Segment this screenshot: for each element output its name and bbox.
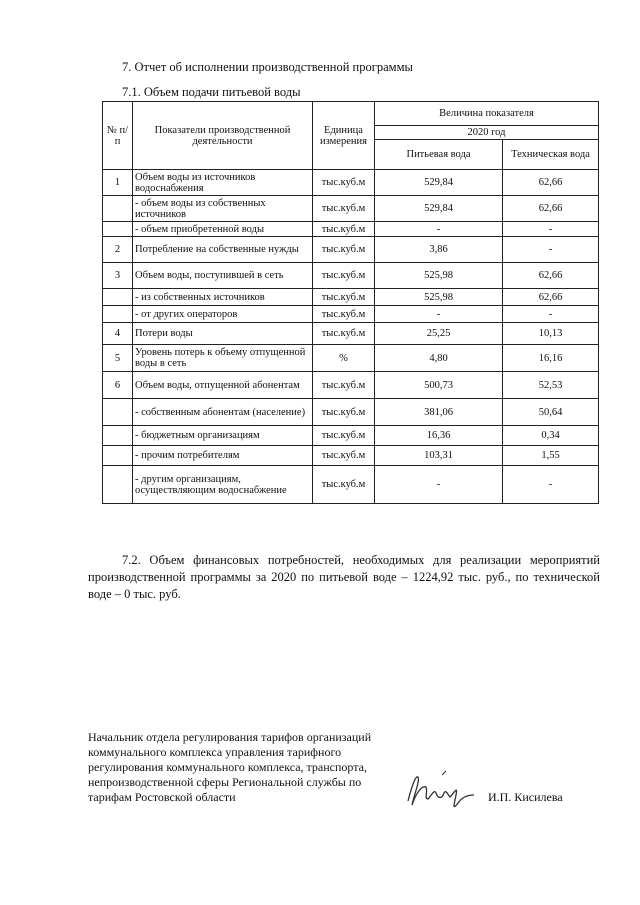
table-row bbox=[103, 289, 599, 306]
table-row bbox=[103, 345, 599, 372]
row-unit: тыс.куб.м bbox=[313, 196, 375, 222]
table-row bbox=[103, 399, 599, 426]
header-unit: Единица измерения bbox=[313, 102, 375, 170]
table-row bbox=[103, 446, 599, 466]
table-row bbox=[103, 170, 599, 196]
row-num: 6 bbox=[103, 372, 133, 399]
row-unit: % bbox=[313, 345, 375, 372]
row-tech: 16,16 bbox=[503, 345, 599, 372]
row-tech: - bbox=[503, 237, 599, 263]
header-num: № п/п bbox=[103, 102, 133, 170]
table-row bbox=[103, 222, 599, 237]
row-drink: 529,84 bbox=[375, 196, 503, 222]
signatory-position: Начальник отдела регулирования тарифов организаций коммунального комплекса управления тарифного регулирования коммунального комплекса, транспорта, непроизводственной сферы Региональной службы по тарифам Ростовской области bbox=[88, 730, 372, 804]
row-num bbox=[103, 446, 133, 466]
row-tech: 62,66 bbox=[503, 289, 599, 306]
table-row bbox=[103, 426, 599, 446]
table-row bbox=[103, 306, 599, 323]
row-num: 1 bbox=[103, 170, 133, 196]
row-drink: 103,31 bbox=[375, 446, 503, 466]
row-name: - бюджетным организациям bbox=[133, 426, 313, 446]
financial-needs-paragraph: 7.2. Объем финансовых потребностей, необходимых для реализации мероприятий производственной программы за 2020 по питьевой воде – 1224,92 тыс. руб., по технической воде – 0 тыс. руб. bbox=[88, 553, 600, 601]
row-name: - другим организациям, осуществляющим водоснабжение bbox=[133, 466, 313, 504]
header-drinking-water: Питьевая вода bbox=[375, 140, 503, 170]
header-indicator: Показатели производственной деятельности bbox=[133, 102, 313, 170]
row-drink: - bbox=[375, 222, 503, 237]
row-num: 3 bbox=[103, 263, 133, 289]
row-unit: тыс.куб.м bbox=[313, 222, 375, 237]
row-drink: 525,98 bbox=[375, 263, 503, 289]
signatory-name: И.П. Кисилева bbox=[488, 790, 563, 804]
section-heading: 7. Отчет об исполнении производственной программы bbox=[122, 60, 413, 74]
row-tech: - bbox=[503, 306, 599, 323]
row-tech: 50,64 bbox=[503, 399, 599, 426]
table-row bbox=[103, 196, 599, 222]
row-tech: - bbox=[503, 222, 599, 237]
table-row bbox=[103, 323, 599, 345]
row-drink: - bbox=[375, 466, 503, 504]
row-name: - объем приобретенной воды bbox=[133, 222, 313, 237]
row-drink: 3,86 bbox=[375, 237, 503, 263]
row-unit: тыс.куб.м bbox=[313, 237, 375, 263]
row-unit: тыс.куб.м bbox=[313, 446, 375, 466]
row-name: - от других операторов bbox=[133, 306, 313, 323]
row-name: Объем воды, отпущенной абонентам bbox=[133, 372, 313, 399]
subsection-heading: 7.1. Объем подачи питьевой воды bbox=[122, 85, 301, 99]
row-unit: тыс.куб.м bbox=[313, 306, 375, 323]
row-name: - из собственных источников bbox=[133, 289, 313, 306]
row-drink: 16,36 bbox=[375, 426, 503, 446]
header-year: 2020 год bbox=[375, 126, 599, 140]
row-tech: 62,66 bbox=[503, 170, 599, 196]
row-tech: 62,66 bbox=[503, 196, 599, 222]
row-drink: 500,73 bbox=[375, 372, 503, 399]
row-drink: 525,98 bbox=[375, 289, 503, 306]
row-unit: тыс.куб.м bbox=[313, 323, 375, 345]
row-drink: 25,25 bbox=[375, 323, 503, 345]
row-drink: - bbox=[375, 306, 503, 323]
row-num bbox=[103, 426, 133, 446]
row-tech: 0,34 bbox=[503, 426, 599, 446]
row-num: 4 bbox=[103, 323, 133, 345]
table-row bbox=[103, 263, 599, 289]
water-supply-table bbox=[102, 101, 599, 504]
table-row bbox=[103, 372, 599, 399]
row-name: Потребление на собственные нужды bbox=[133, 237, 313, 263]
row-unit: тыс.куб.м bbox=[313, 399, 375, 426]
row-name: Уровень потерь к объему отпущенной воды в сеть bbox=[133, 345, 313, 372]
row-num: 5 bbox=[103, 345, 133, 372]
header-value: Величина показателя bbox=[375, 102, 599, 126]
row-drink: 4,80 bbox=[375, 345, 503, 372]
row-num bbox=[103, 196, 133, 222]
row-tech: 10,13 bbox=[503, 323, 599, 345]
row-tech: 1,55 bbox=[503, 446, 599, 466]
row-name: Потери воды bbox=[133, 323, 313, 345]
row-unit: тыс.куб.м bbox=[313, 289, 375, 306]
row-name: Объем воды, поступившей в сеть bbox=[133, 263, 313, 289]
row-unit: тыс.куб.м bbox=[313, 426, 375, 446]
row-tech: 52,53 bbox=[503, 372, 599, 399]
row-num bbox=[103, 399, 133, 426]
row-unit: тыс.куб.м bbox=[313, 170, 375, 196]
row-num bbox=[103, 222, 133, 237]
table-row bbox=[103, 466, 599, 504]
row-tech: 62,66 bbox=[503, 263, 599, 289]
row-num: 2 bbox=[103, 237, 133, 263]
row-drink: 529,84 bbox=[375, 170, 503, 196]
table-row bbox=[103, 237, 599, 263]
row-name: Объем воды из источников водоснабжения bbox=[133, 170, 313, 196]
row-name: - объем воды из собственных источников bbox=[133, 196, 313, 222]
handwritten-signature bbox=[402, 765, 482, 820]
row-unit: тыс.куб.м bbox=[313, 263, 375, 289]
row-unit: тыс.куб.м bbox=[313, 372, 375, 399]
row-num bbox=[103, 466, 133, 504]
row-name: - собственным абонентам (население) bbox=[133, 399, 313, 426]
row-unit: тыс.куб.м bbox=[313, 466, 375, 504]
row-num bbox=[103, 306, 133, 323]
row-tech: - bbox=[503, 466, 599, 504]
row-drink: 381,06 bbox=[375, 399, 503, 426]
row-num bbox=[103, 289, 133, 306]
row-name: - прочим потребителям bbox=[133, 446, 313, 466]
header-technical-water: Техническая вода bbox=[503, 140, 599, 170]
